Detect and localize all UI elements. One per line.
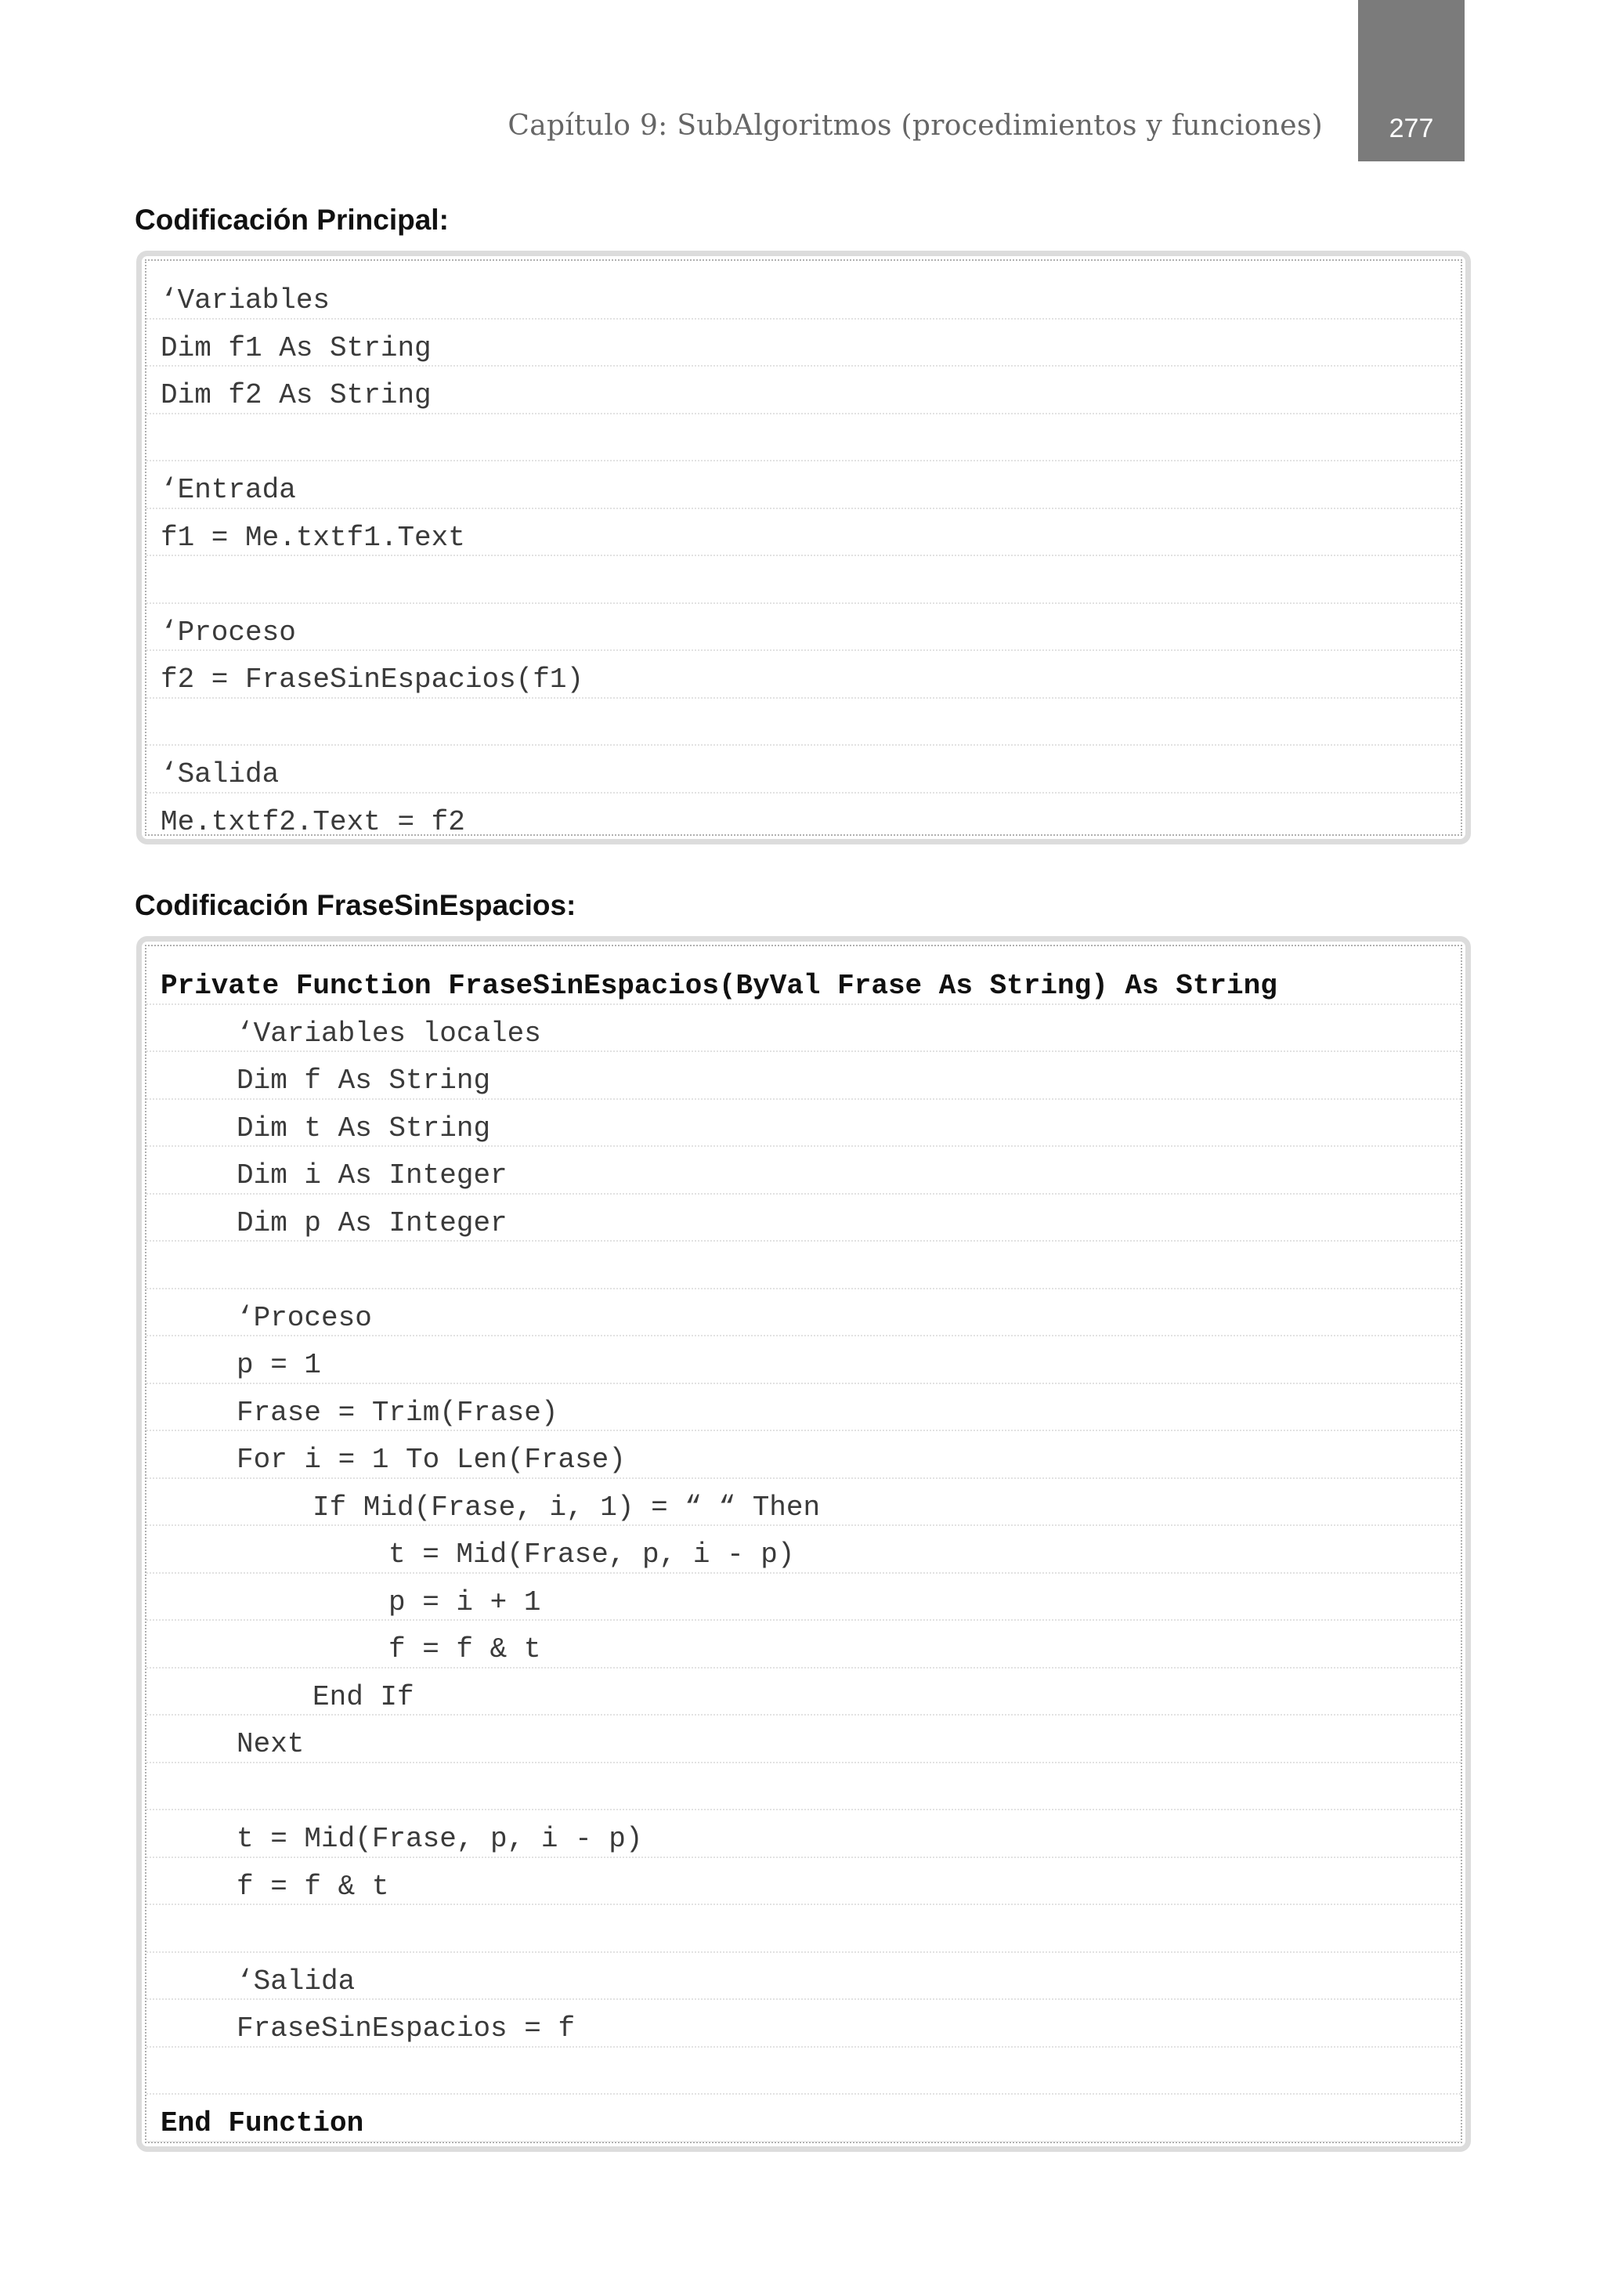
code-line-text: f = f & t xyxy=(388,1633,541,1665)
section-heading-principal: Codificación Principal: xyxy=(135,204,449,236)
code-line-text: ‘Proceso xyxy=(237,1301,372,1334)
code-line-text: ‘Variables locales xyxy=(237,1017,541,1050)
code-line xyxy=(146,1959,1461,2007)
code-listing-frasesinespacios xyxy=(146,964,1461,2143)
code-line-text: Next xyxy=(237,1728,305,1760)
code-line xyxy=(146,562,1461,610)
code-line xyxy=(146,800,1461,837)
code-line xyxy=(146,1675,1461,1723)
code-line xyxy=(146,752,1461,800)
code-line-text: FraseSinEspacios = f xyxy=(237,2012,576,2045)
code-line-text: f2 = FraseSinEspacios(f1) xyxy=(161,663,584,696)
code-line xyxy=(146,326,1461,374)
code-line-text: Me.txtf2.Text = f2 xyxy=(161,805,465,836)
code-line-text: ‘Salida xyxy=(237,1965,356,1998)
code-line-text: Dim t As String xyxy=(237,1112,491,1144)
code-line-text: t = Mid(Frase, p, i - p) xyxy=(237,1823,643,1855)
code-line xyxy=(146,1153,1461,1201)
code-line xyxy=(146,1722,1461,1770)
code-box-frasesinespacios xyxy=(136,936,1471,2152)
code-line-text: t = Mid(Frase, p, i - p) xyxy=(388,1539,795,1571)
code-line xyxy=(146,1437,1461,1485)
code-line-text: Dim i As Integer xyxy=(237,1159,508,1191)
code-line-text: End If xyxy=(312,1680,414,1713)
code-line-text: For i = 1 To Len(Frase) xyxy=(237,1444,626,1476)
code-line-text: f1 = Me.txtf1.Text xyxy=(161,521,465,554)
code-line xyxy=(146,1390,1461,1438)
code-line xyxy=(146,1580,1461,1628)
code-line-text: ‘Entrada xyxy=(161,474,296,506)
code-line xyxy=(146,468,1461,515)
code-line xyxy=(146,278,1461,326)
code-box-inner xyxy=(145,945,1462,2143)
code-line xyxy=(146,1201,1461,1249)
code-line-text: End Function xyxy=(161,2107,364,2139)
code-line xyxy=(146,1485,1461,1533)
code-line xyxy=(146,657,1461,705)
running-head: Capítulo 9: SubAlgoritmos (procedimientos y funciones) xyxy=(508,110,1323,142)
code-line xyxy=(146,1864,1461,1912)
code-line-text: Dim p As Integer xyxy=(237,1206,508,1239)
code-box-principal xyxy=(136,251,1471,844)
page-number-tab xyxy=(1358,0,1465,161)
code-line-text: Dim f As String xyxy=(237,1065,491,1097)
code-line xyxy=(146,1627,1461,1675)
code-box-inner xyxy=(145,259,1462,836)
code-line xyxy=(146,1011,1461,1059)
code-line-text: f = f & t xyxy=(237,1870,389,1903)
code-line xyxy=(146,515,1461,563)
code-line xyxy=(146,610,1461,658)
code-line xyxy=(146,421,1461,468)
code-line xyxy=(146,373,1461,421)
code-line-text: If Mid(Frase, i, 1) = “ “ Then xyxy=(312,1491,821,1524)
code-line-text: ‘Salida xyxy=(161,758,280,790)
page-number: 277 xyxy=(1389,114,1434,143)
code-line xyxy=(146,1296,1461,1343)
section-heading-frasesinespacios: Codificación FraseSinEspacios: xyxy=(135,889,576,921)
code-line-text: Private Function FraseSinEspacios(ByVal Frase As String) As String xyxy=(161,970,1277,1002)
code-line xyxy=(146,705,1461,753)
code-line xyxy=(146,2054,1461,2102)
code-line xyxy=(146,1343,1461,1390)
code-line-text: p = 1 xyxy=(237,1349,322,1381)
code-line xyxy=(146,1532,1461,1580)
code-line xyxy=(146,2006,1461,2054)
code-line-text: Dim f2 As String xyxy=(161,379,432,411)
code-line-text: ‘Variables xyxy=(161,284,331,316)
code-line-text: p = i + 1 xyxy=(388,1586,541,1618)
code-line xyxy=(146,1058,1461,1106)
code-line xyxy=(146,1106,1461,1154)
code-line-text: ‘Proceso xyxy=(161,616,296,649)
code-line-text: Frase = Trim(Frase) xyxy=(237,1396,558,1429)
code-line xyxy=(146,1248,1461,1296)
code-line xyxy=(146,2101,1461,2143)
code-line xyxy=(146,1911,1461,1959)
code-line xyxy=(146,1817,1461,1864)
code-line xyxy=(146,1770,1461,1817)
code-line xyxy=(146,964,1461,1011)
code-listing-principal xyxy=(146,278,1461,836)
code-line-text: Dim f1 As String xyxy=(161,331,432,364)
